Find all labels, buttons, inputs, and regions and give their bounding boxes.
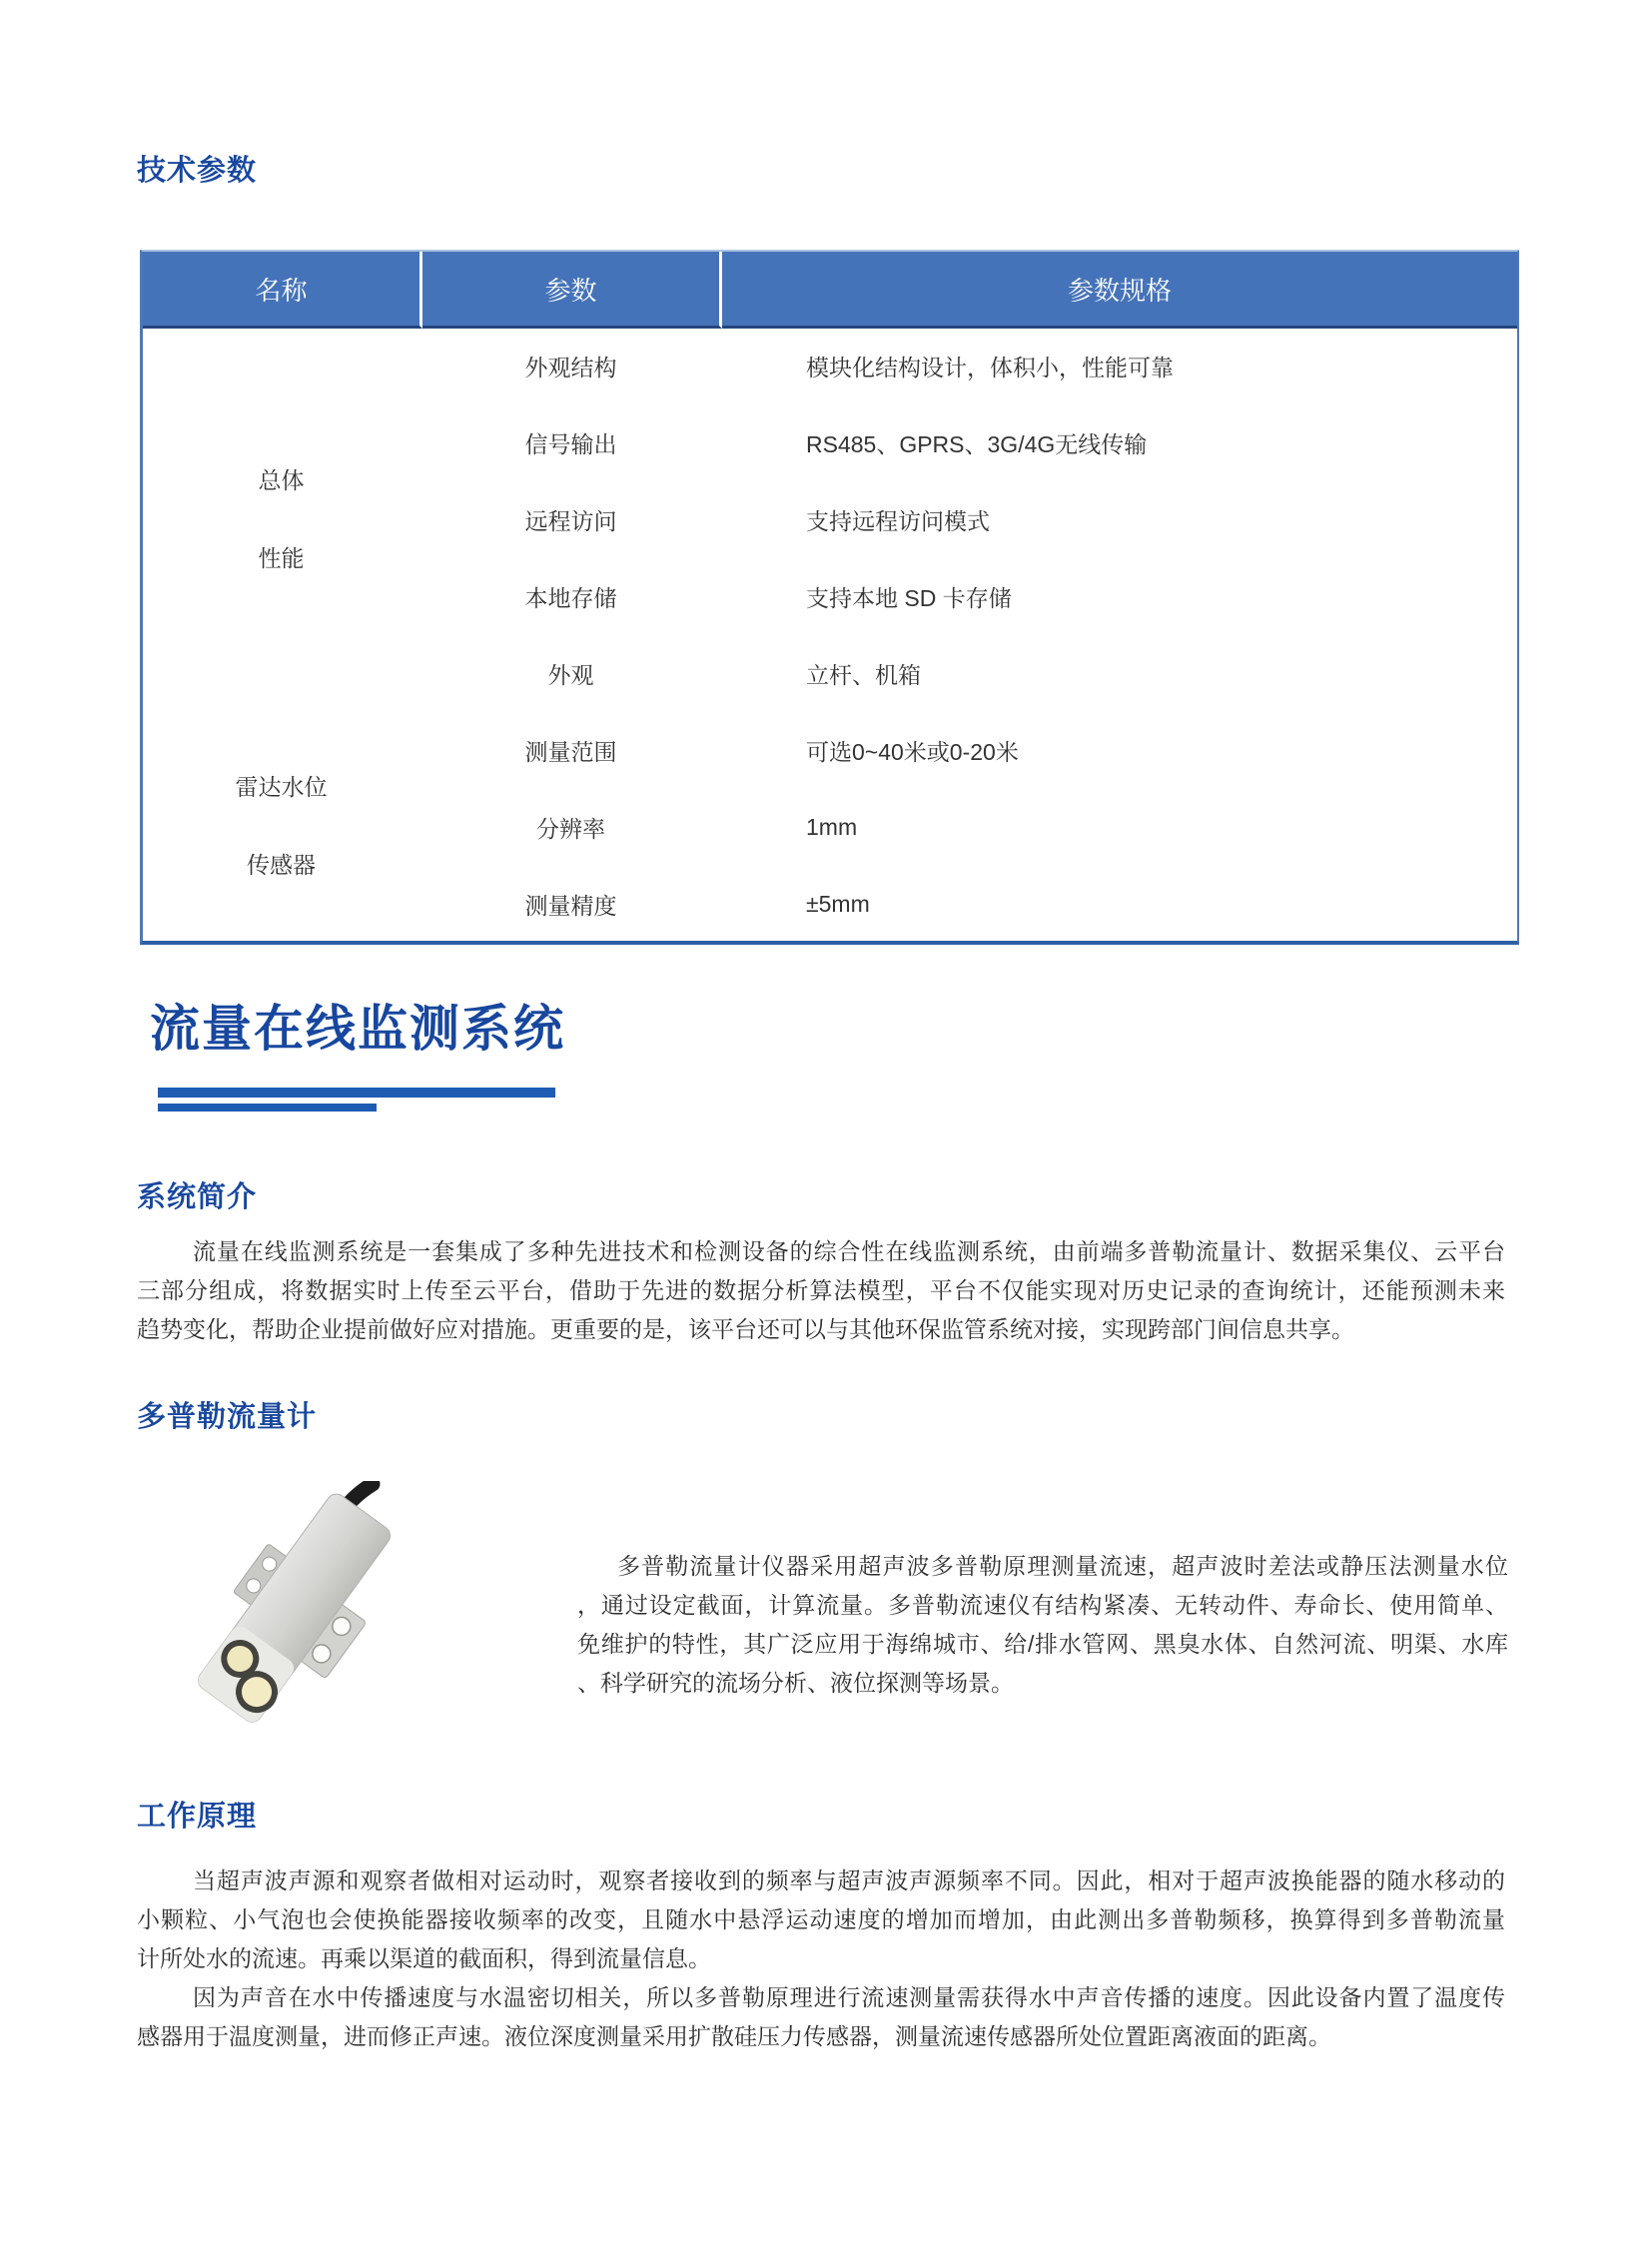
doppler-flowmeter-photo: [185, 1481, 405, 1746]
paragraph-line: 多普勒流量计仪器采用超声波多普勒原理测量流速，超声波时差法或静压法测量水位: [617, 1553, 1508, 1579]
doppler-flowmeter-illustration: [185, 1481, 405, 1746]
paragraph-line: 小颗粒、小气泡也会使换能器接收频率的改变，且随水中悬浮运动速度的增加而增加，由此测出多普勒频移，换算得到多普勒流量: [137, 1906, 1505, 1932]
paragraph-line: ，通过设定截面，计算流量。多普勒流速仪有结构紧凑、无转动件、寿命长、使用简单、: [577, 1592, 1508, 1618]
paragraph-line: 、科学研究的流场分析、液位探测等场景。: [577, 1670, 1014, 1696]
page-title: 流量在线监测系统: [150, 1001, 565, 1057]
spec-cell: 模块化结构设计，体积小，性能可靠: [722, 329, 1517, 405]
doppler-flowmeter-heading: 多普勒流量计: [137, 1401, 318, 1433]
system-intro-heading: 系统简介: [137, 1181, 258, 1213]
spec-cell: RS485、GPRS、3G/4G无线传输: [722, 405, 1517, 482]
spec-cell: 立杆、机箱: [722, 636, 1517, 713]
param-cell: 信号输出: [422, 405, 722, 482]
doppler-flowmeter-paragraph: [577, 1547, 1508, 1703]
working-principle-heading: 工作原理: [137, 1801, 258, 1833]
tech-params-table-wrapper: [140, 250, 1519, 945]
paragraph-line: 三部分组成，将数据实时上传至云平台，借助于先进的数据分析算法模型，平台不仅能实现对历史记录的查询统计，还能预测未来: [137, 1277, 1505, 1303]
paragraph-line: 感器用于温度测量，进而修正声速。液位深度测量采用扩散硅压力传感器，测量流速传感器所处位置距离液面的距离。: [137, 2023, 1331, 2049]
group-name-radar-level: [143, 713, 422, 941]
spec-cell: 支持本地 SD 卡存储: [722, 559, 1517, 636]
title-underline-bar-short: [158, 1104, 377, 1112]
group-name-line: 传感器: [247, 851, 316, 878]
group-name-line: 性能: [258, 545, 305, 571]
param-cell: 测量精度: [422, 867, 722, 941]
title-underline-bar-long: [158, 1088, 555, 1098]
paragraph-line: 流量在线监测系统是一套集成了多种先进技术和检测设备的综合性在线监测系统，由前端多普勒流量计、数据采集仪、云平台: [193, 1238, 1505, 1264]
paragraph-line: 当超声波声源和观察者做相对运动时，观察者接收到的频率与超声波声源频率不同。因此，相对于超声波换能器的随水移动的: [193, 1868, 1505, 1893]
paragraph-line: 免维护的特性，其广泛应用于海绵城市、给/排水管网、黑臭水体、自然河流、明渠、水库: [577, 1631, 1508, 1657]
col-header-name: 名称: [143, 252, 422, 329]
table-row: [143, 713, 1517, 790]
paragraph-line: 因为声音在水中传播速度与水温密切相关，所以多普勒原理进行流速测量需获得水中声音传播的速度。因此设备内置了温度传: [193, 1984, 1505, 2010]
param-cell: 远程访问: [422, 482, 722, 559]
spec-cell: 支持远程访问模式: [722, 482, 1517, 559]
col-header-param: 参数: [422, 252, 722, 329]
tech-params-heading: 技术参数: [137, 155, 258, 187]
working-principle-paragraph-2: [137, 1978, 1505, 2056]
param-cell: 测量范围: [422, 713, 722, 790]
group-name-line: 雷达水位: [235, 773, 328, 800]
spec-cell: 可选0~40米或0-20米: [722, 713, 1517, 790]
spec-cell: ±5mm: [722, 867, 1517, 941]
system-intro-paragraph: [137, 1232, 1505, 1349]
tech-params-table: [143, 252, 1517, 941]
paragraph-line: 计所处水的流速。再乘以渠道的截面积，得到流量信息。: [137, 1945, 711, 1971]
spec-cell: 1mm: [722, 790, 1517, 867]
table-row: [143, 329, 1517, 405]
group-name-line: 总体: [258, 467, 305, 493]
param-cell: 分辨率: [422, 790, 722, 867]
group-name-overall: [143, 329, 422, 713]
param-cell: 外观结构: [422, 329, 722, 405]
working-principle-paragraph-1: [137, 1862, 1505, 1978]
param-cell: 本地存储: [422, 559, 722, 636]
table-header-row: [143, 252, 1517, 329]
param-cell: 外观: [422, 636, 722, 713]
col-header-spec: 参数规格: [722, 252, 1517, 329]
paragraph-line: 趋势变化，帮助企业提前做好应对措施。更重要的是，该平台还可以与其他环保监管系统对接，实现跨部门间信息共享。: [137, 1316, 1354, 1342]
